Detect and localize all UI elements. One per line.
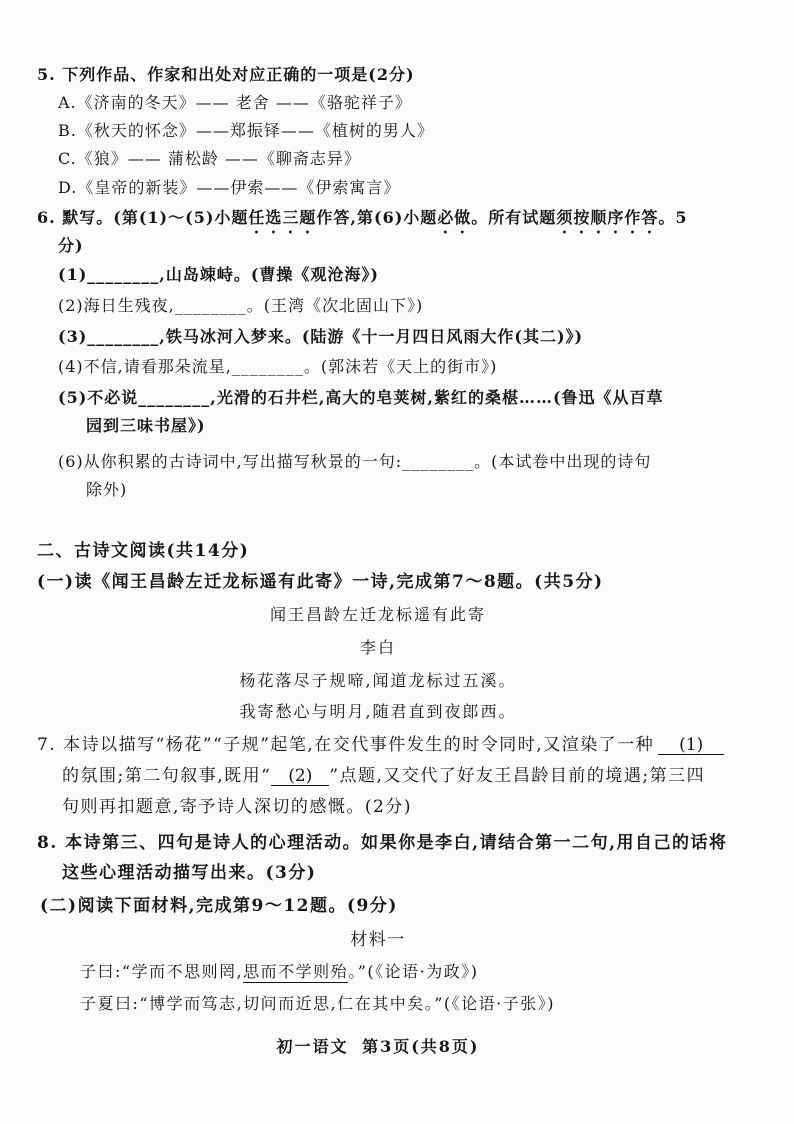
part2-intro: (二)阅读下面材料,完成第9～12题。(9分) [40,896,398,916]
q5-option-d: D.《皇帝的新装》——伊索——《伊索寓言》 [58,178,401,197]
q6-stem-text: 6. 默写。(第(1)～(5)小题 [37,208,249,227]
poem-line: 我寄愁心与明月,随君直到夜郎西。 [239,702,517,721]
q5-option-b: B.《秋天的怀念》——郑振铎——《植树的男人》 [58,121,434,140]
q7-text: ”点题,又交代了好友王昌龄目前的境遇;第三四 [329,766,706,786]
q6-stem-emphasis: 必做 [437,208,472,227]
q6-stem [37,208,687,237]
q6-stem-continued: 分) [58,236,84,255]
q6-item-1: (1)________,山岛竦峙。(曹操《观沧海》) [58,265,379,284]
q7-line-1 [37,735,724,755]
poem-title: 闻王昌龄左迁龙标遥有此寄 [269,605,486,624]
q7-text: 7. 本诗以描写“杨花”“子规”起笔,在交代事件发生的时令同时,又渲染了一种 [37,735,655,755]
q6-item-3: (3)________,铁马冰河入梦来。(陆游《十一月四日风雨大作(其二)》) [58,327,584,346]
q6-stem-emphasis: 须按顺序作答 [556,208,659,227]
q6-stem-text: 作答,第(6)小题 [316,208,438,227]
q7-line-3: 句则再扣题意,寄予诗人深切的感慨。(2分) [62,797,412,817]
q7-text: 的氛围;第二句叙事,既用“ [62,766,272,786]
part1-intro: (一)读《闻王昌龄左迁龙标遥有此寄》一诗,完成第7～8题。(共5分) [37,572,604,592]
q8-line-1: 8. 本诗第三、四句是诗人的心理活动。如果你是李白,请结合第一二句,用自己的话将 [37,833,728,853]
q7-blank-1: (1) [658,736,724,755]
poem-line: 杨花落尽子规啼,闻道龙标过五溪。 [239,671,517,690]
quote-text: 子曰:“学而不思则罔, [80,962,244,981]
q6-item-5-continued: 园到三味书屋》) [86,416,206,435]
material-quote-1 [80,962,478,982]
q8-line-2: 这些心理活动描写出来。(3分) [62,863,317,883]
q5-option-c: C.《狼》—— 蒲松龄 ——《聊斋志异》 [58,149,361,168]
q6-stem-emphasis: 任选三题 [248,208,317,227]
q6-item-6-continued: 除外) [86,480,128,499]
page-footer: 初一语文 第3页(共8页) [276,1037,480,1056]
q6-stem-text: 。5 [658,208,688,227]
q6-stem-text: 。所有试题 [471,208,557,227]
q7-blank-2: (2) [271,767,329,786]
quote-underlined-text: 思而不学则殆 [243,962,349,981]
q5-stem: 5. 下列作品、作家和出处对应正确的一项是(2分) [37,65,415,84]
q5-option-a: A.《济南的冬天》—— 老舍 ——《骆驼祥子》 [58,93,412,112]
q7-line-2 [62,766,705,786]
q6-item-2: (2)海日生残夜,________。(王湾《次北固山下》) [58,296,424,315]
poem-author: 李白 [359,638,396,657]
q6-item-6: (6)从你积累的古诗词中,写出描写秋景的一句:________。(本试卷中出现的诗句 [58,452,652,471]
quote-text: 。”(《论语·为政》) [348,962,479,981]
q6-item-5: (5)不必说________,光滑的石井栏,高大的皂荚树,紫红的桑椹……(鲁迅《从百草 [58,388,664,407]
q6-item-4: (4)不信,请看那朵流星,________。(郭沫若《天上的街市》) [58,357,498,376]
section-heading: 二、古诗文阅读(共14分) [37,541,250,561]
material-quote-2: 子夏曰:“博学而笃志,切问而近思,仁在其中矣。”(《论语·子张》) [80,994,555,1013]
material-title: 材料一 [350,930,406,950]
